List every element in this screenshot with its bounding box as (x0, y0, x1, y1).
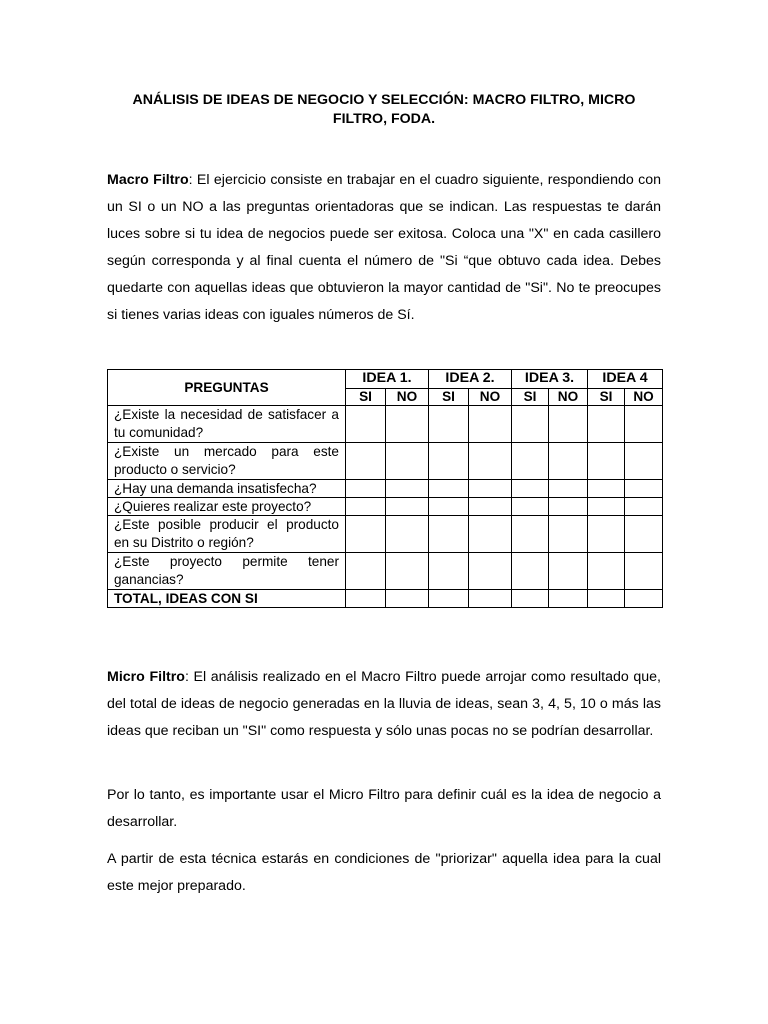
total-cell[interactable] (469, 590, 512, 608)
answer-cell[interactable] (549, 516, 588, 553)
answer-cell[interactable] (469, 516, 512, 553)
answer-cell[interactable] (346, 516, 386, 553)
header-si-idea-3: SI (512, 388, 549, 406)
answer-cell[interactable] (549, 443, 588, 480)
answer-cell[interactable] (512, 553, 549, 590)
answer-cell[interactable] (512, 480, 549, 498)
question-cell: ¿Existe la necesidad de satisfacer a tu comunidad? (108, 406, 346, 443)
answer-cell[interactable] (549, 480, 588, 498)
answer-cell[interactable] (386, 480, 429, 498)
answer-cell[interactable] (549, 498, 588, 516)
answer-cell[interactable] (386, 406, 429, 443)
header-si-idea-4: SI (588, 388, 625, 406)
answer-cell[interactable] (346, 480, 386, 498)
macro-filtro-label: Macro Filtro (107, 172, 189, 188)
question-cell: ¿Quieres realizar este proyecto? (108, 498, 346, 516)
answer-cell[interactable] (429, 498, 469, 516)
answer-cell[interactable] (386, 553, 429, 590)
answer-cell[interactable] (346, 443, 386, 480)
por-lo-tanto-paragraph: Por lo tanto, es importante usar el Micro Filtro para definir cuál es la idea de negocio a desarrollar. (107, 787, 661, 830)
answer-cell[interactable] (429, 516, 469, 553)
total-cell[interactable] (549, 590, 588, 608)
total-cell[interactable] (625, 590, 663, 608)
micro-filtro-label: Micro Filtro (107, 669, 185, 685)
a-partir-paragraph: A partir de esta técnica estarás en condiciones de "priorizar" aquella idea para la cual este mejor preparado. (107, 851, 661, 894)
answer-cell[interactable] (469, 553, 512, 590)
answer-cell[interactable] (346, 498, 386, 516)
answer-cell[interactable] (588, 443, 625, 480)
header-idea-1: IDEA 1. (346, 370, 429, 389)
question-cell: ¿Existe un mercado para este producto o servicio? (108, 443, 346, 480)
answer-cell[interactable] (386, 443, 429, 480)
answer-cell[interactable] (469, 406, 512, 443)
table-row-total (108, 590, 663, 608)
header-idea-4: IDEA 4 (588, 370, 663, 389)
macro-filtro-table (107, 369, 663, 608)
answer-cell[interactable] (588, 498, 625, 516)
answer-cell[interactable] (625, 553, 663, 590)
total-cell[interactable] (386, 590, 429, 608)
answer-cell[interactable] (386, 498, 429, 516)
total-cell[interactable] (429, 590, 469, 608)
answer-cell[interactable] (346, 553, 386, 590)
answer-cell[interactable] (588, 553, 625, 590)
table-row (108, 443, 663, 480)
answer-cell[interactable] (625, 516, 663, 553)
answer-cell[interactable] (429, 406, 469, 443)
answer-cell[interactable] (429, 553, 469, 590)
document-title: ANÁLISIS DE IDEAS DE NEGOCIO Y SELECCIÓN: MACRO FILTRO, MICRO FILTRO, FODA. (132, 92, 636, 127)
header-no-idea-4: NO (625, 388, 663, 406)
table-row (108, 553, 663, 590)
table-row (108, 516, 663, 553)
answer-cell[interactable] (512, 443, 549, 480)
total-label: TOTAL, IDEAS CON SI (108, 590, 346, 608)
header-si-idea-2: SI (429, 388, 469, 406)
answer-cell[interactable] (346, 406, 386, 443)
table-row (108, 406, 663, 443)
answer-cell[interactable] (386, 516, 429, 553)
total-cell[interactable] (346, 590, 386, 608)
question-cell: ¿Hay una demanda insatisfecha? (108, 480, 346, 498)
answer-cell[interactable] (512, 406, 549, 443)
answer-cell[interactable] (429, 443, 469, 480)
table-row (108, 480, 663, 498)
header-preguntas: PREGUNTAS (108, 370, 346, 406)
answer-cell[interactable] (469, 480, 512, 498)
header-no-idea-3: NO (549, 388, 588, 406)
header-no-idea-2: NO (469, 388, 512, 406)
answer-cell[interactable] (625, 443, 663, 480)
macro-filtro-text: : El ejercicio consiste en trabajar en el cuadro siguiente, respondiendo con un SI o un NO a las preguntas orientadoras que se indican. Las respuestas te darán luces sobre si tu idea de negocios puede ser exitosa. Coloca una "X" en cada casillero según corresponda y al final cuenta el número de "Si “que obtuvo cada idea. Debes quedarte con aquellas ideas que obtuvieron la mayor cantidad de "Si". No te preocupes si tienes varias ideas con iguales números de Sí. (107, 172, 661, 323)
answer-cell[interactable] (625, 406, 663, 443)
answer-cell[interactable] (625, 480, 663, 498)
total-cell[interactable] (512, 590, 549, 608)
answer-cell[interactable] (512, 498, 549, 516)
header-si-idea-1: SI (346, 388, 386, 406)
question-cell: ¿Este posible producir el producto en su Distrito o región? (108, 516, 346, 553)
answer-cell[interactable] (512, 516, 549, 553)
micro-filtro-paragraph (107, 664, 661, 745)
macro-filtro-paragraph (107, 167, 661, 329)
answer-cell[interactable] (588, 480, 625, 498)
total-cell[interactable] (588, 590, 625, 608)
answer-cell[interactable] (469, 443, 512, 480)
answer-cell[interactable] (549, 406, 588, 443)
answer-cell[interactable] (588, 406, 625, 443)
answer-cell[interactable] (588, 516, 625, 553)
question-cell: ¿Este proyecto permite tener ganancias? (108, 553, 346, 590)
answer-cell[interactable] (469, 498, 512, 516)
micro-filtro-text: : El análisis realizado en el Macro Filtro puede arrojar como resultado que, del total de ideas de negocio generadas en la lluvia de ideas, sean 3, 4, 5, 10 o más las ideas que reciban un "SI" como respuesta y sólo unas pocas no se podrían desarrollar. (107, 669, 661, 739)
answer-cell[interactable] (429, 480, 469, 498)
answer-cell[interactable] (549, 553, 588, 590)
header-no-idea-1: NO (386, 388, 429, 406)
header-idea-2: IDEA 2. (429, 370, 512, 389)
header-idea-3: IDEA 3. (512, 370, 588, 389)
table-row (108, 498, 663, 516)
answer-cell[interactable] (625, 498, 663, 516)
